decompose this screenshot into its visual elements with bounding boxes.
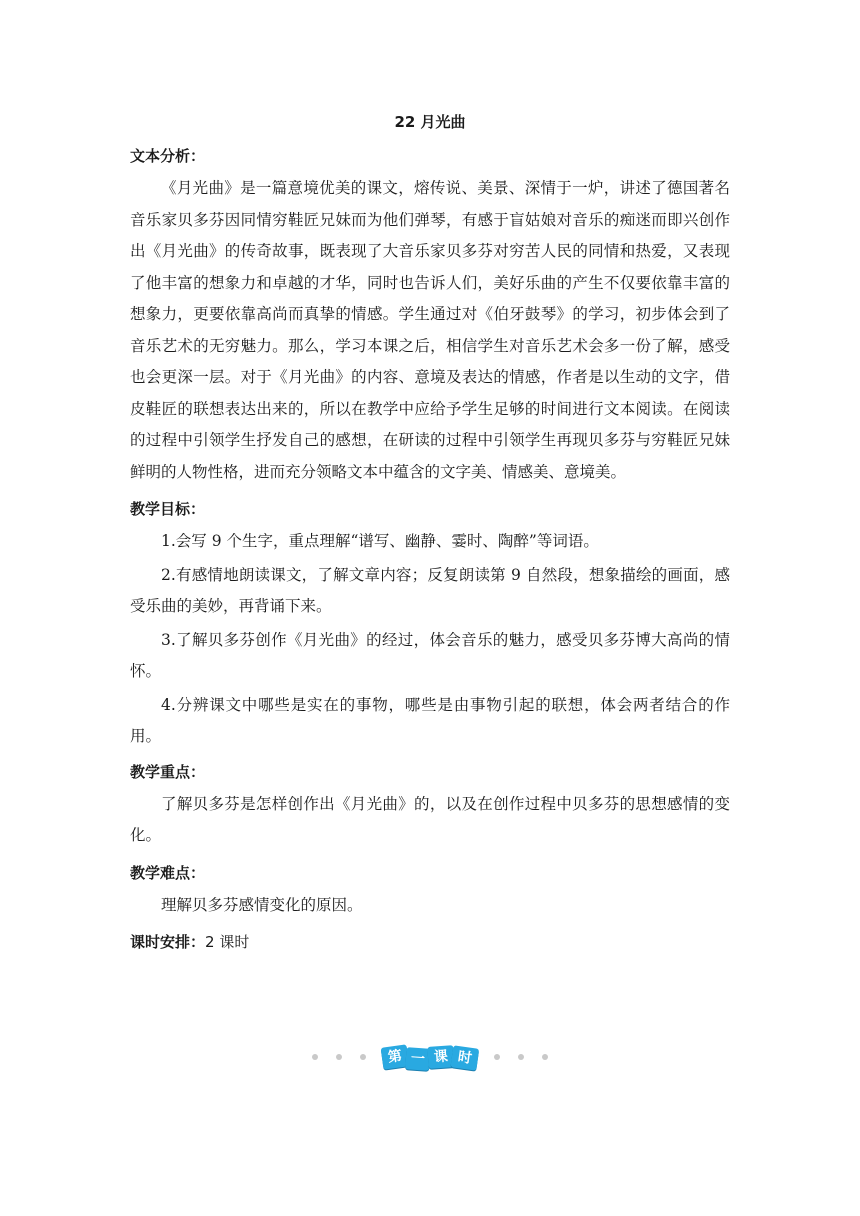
divider-dot: [518, 1054, 524, 1060]
key-points-body: 了解贝多芬是怎样创作出《月光曲》的，以及在创作过程中贝多芬的思想感情的变化。: [130, 794, 730, 844]
schedule-heading: 课时安排：: [130, 933, 206, 951]
lesson-badge-char: 时: [450, 1045, 479, 1070]
divider-dot: [336, 1054, 342, 1060]
analysis-body: 《月光曲》是一篇意境优美的课文，熔传说、美景、深情于一炉，讲述了德国著名音乐家贝多芬因同情穷鞋匠兄妹而为他们弹琴，有感于盲姑娘对音乐的痴迷而即兴创作出《月光曲》的传奇故事，既表现了大音乐家贝多芬对穷苦人民的同情和热爱，又表现了他丰富的想象力和卓越的才华，同时也告诉人们，美好乐曲的产生不仅要依靠丰富的想象力，更要依靠高尚而真挚的情感。学生通过对《伯牙鼓琴》的学习，初步体会到了音乐艺术的无穷魅力。那么，学习本课之后，相信学生对音乐艺术会多一份了解，感受也会更深一层。对于《月光曲》的内容、意境及表达的情感，作者是以生动的文字，借皮鞋匠的联想表达出来的，所以在教学中应给予学生足够的时间进行文本阅读。在阅读的过程中引领学生抒发自己的感想，在研读的过程中引领学生再现贝多芬与穷鞋匠兄妹鲜明的人物性格，进而充分领略文本中蕴含的文字美、情感美、意境美。: [130, 179, 730, 481]
analysis-heading: 文本分析：: [130, 147, 206, 165]
schedule-line: [130, 925, 730, 959]
lesson-badge: [383, 1046, 477, 1068]
page-title: 22 月光曲: [394, 113, 466, 131]
divider-dot: [312, 1054, 318, 1060]
difficulties-body: 理解贝多芬感情变化的原因。: [161, 895, 363, 914]
goal-item-1: 1.会写 9 个生字，重点理解“谱写、幽静、霎时、陶醉”等词语。: [161, 532, 599, 550]
goal-item-2: 2.有感情地朗读课文，了解文章内容；反复朗读第 9 自然段，想象描绘的画面，感受乐曲的美妙，再背诵下来。: [130, 565, 730, 615]
divider-dot: [542, 1054, 548, 1060]
goals-heading: 教学目标：: [130, 500, 206, 518]
lesson-badge-char: 课: [427, 1045, 454, 1069]
lesson-badge-char: 一: [405, 1047, 430, 1071]
lesson-badge-char: 第: [381, 1044, 410, 1069]
goal-item-4: 4.分辨课文中哪些是实在的事物，哪些是由事物引起的联想，体会两者结合的作用。: [130, 695, 730, 745]
divider-dot: [360, 1054, 366, 1060]
divider-dot: [494, 1054, 500, 1060]
goal-item-3: 3.了解贝多芬创作《月光曲》的经过，体会音乐的魅力，感受贝多芬博大高尚的情怀。: [130, 630, 730, 680]
lesson-divider: [0, 1040, 860, 1074]
key-points-heading: 教学重点：: [130, 762, 206, 781]
document-page: [130, 105, 730, 959]
difficulties-heading: 教学难点：: [130, 863, 206, 882]
schedule-value: 2 课时: [205, 933, 250, 951]
